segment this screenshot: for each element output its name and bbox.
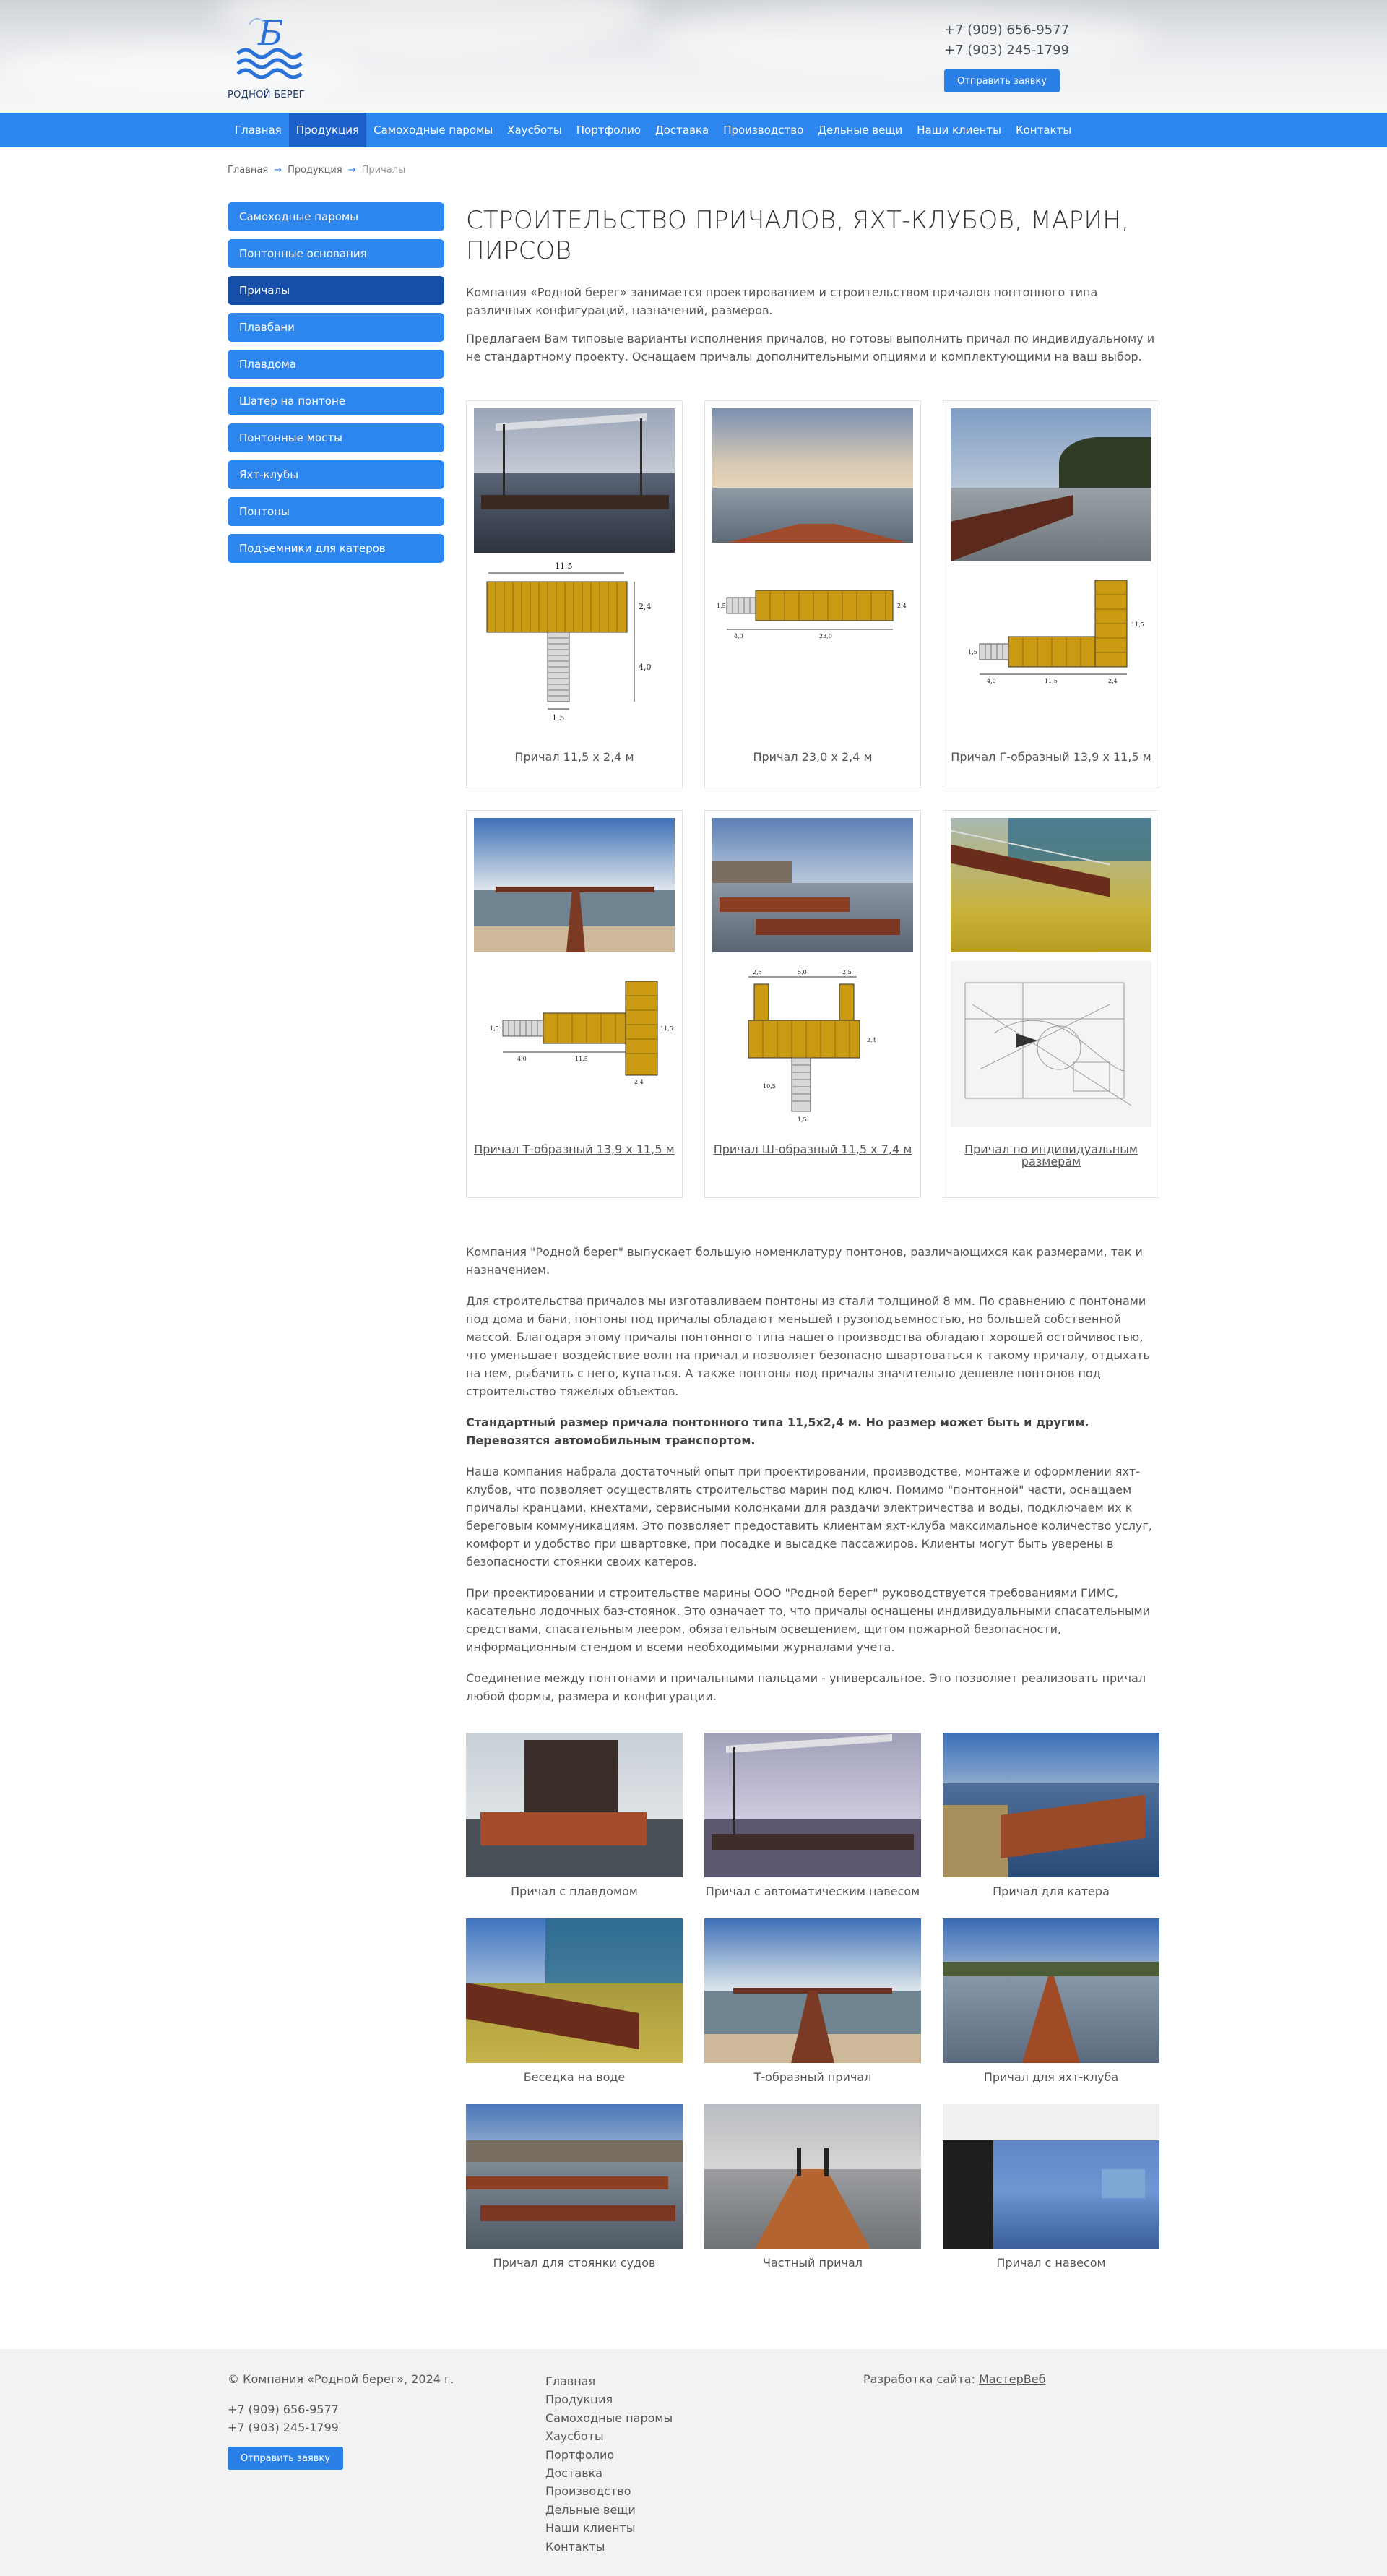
product-caption-link[interactable]: Причал 23,0 х 2,4 м — [753, 750, 873, 764]
product-card[interactable] — [704, 400, 921, 788]
sidebar-item[interactable]: Яхт-клубы — [228, 460, 444, 489]
dim-label: 4,0 — [734, 633, 743, 639]
product-scheme — [474, 967, 675, 1140]
product-caption-link[interactable]: Причал Т-образный 13,9 х 11,5 м — [474, 1142, 675, 1156]
footer-menu-item[interactable]: Продукция — [545, 2392, 613, 2407]
site-logo[interactable] — [228, 10, 314, 104]
breadcrumb-separator: → — [274, 165, 282, 176]
dim-label: 2,5 — [753, 969, 762, 975]
footer-menu-item[interactable]: Контакты — [545, 2539, 605, 2554]
gallery-item[interactable] — [704, 1733, 921, 1918]
dim-label: 4,0 — [639, 663, 652, 672]
nav-item[interactable]: Контакты — [1015, 124, 1072, 137]
gallery-caption: Причал с плавдомом — [511, 1884, 638, 1898]
article-paragraph: Для строительства причалов мы изготавливаем понтоны из стали толщиной 8 мм. По сравнению с понтонами под дома и бани, понтоны под причалы обладают меньшей грузоподъемностью, но большей собственной массой. Благодаря этому причалы понтонного типа нашего производства обладают хорошей остойчивостью, что уменьшает воздействие волн на причал и позволяет безопасно швартоваться к такому причалу, отдыхать на нем, рыбачить с него, купаться. А также понтоны под причалы значительно дешевле понтонов под строительство тяжелых объектов. — [466, 1294, 1150, 1398]
dock-scheme-diagram — [712, 967, 913, 1140]
footer-dev-link[interactable]: МастерВеб — [979, 2372, 1046, 2386]
header-phones — [944, 20, 1069, 61]
footer-menu-item[interactable]: Главная — [545, 2374, 596, 2388]
footer-menu-item[interactable]: Самоходные паромы — [545, 2411, 673, 2425]
footer-phone-2[interactable]: +7 (903) 245-1799 — [228, 2421, 339, 2434]
dim-label: 11,5 — [1131, 621, 1144, 628]
gallery-caption: Причал для яхт-клуба — [983, 2070, 1119, 2084]
blueprint-drawing — [951, 961, 1151, 1127]
intro-paragraph: Компания «Родной берег» занимается проектированием и строительством причалов понтонного типа различных конфигураций, назначений, размеров. — [466, 285, 1098, 317]
article-paragraph: При проектировании и строительстве марины ООО "Родной берег" руководствуется требованиями ГИМС, касательно лодочных баз-стоянок. Это означает то, что причалы оснащены индивидуальными спасательными средствами, спасательным леером, обязательным освещением, щитом пожарной безопасности, информационным стендом и всеми необходимыми журналами учета. — [466, 1586, 1151, 1654]
dim-label: 1,5 — [798, 1116, 807, 1123]
dim-label: 10,5 — [763, 1083, 776, 1090]
nav-item[interactable]: Производство — [723, 124, 804, 137]
nav-item[interactable]: Доставка — [655, 124, 709, 137]
product-photo[interactable] — [474, 408, 675, 553]
site-header — [0, 0, 1387, 113]
footer-menu-item[interactable]: Наши клиенты — [545, 2521, 636, 2536]
gallery-photo[interactable] — [704, 1733, 921, 1877]
gallery-item[interactable] — [466, 1918, 683, 2104]
gallery-photo[interactable] — [943, 2104, 1159, 2249]
main-nav — [0, 113, 1387, 147]
breadcrumb-section[interactable]: Продукция — [288, 165, 342, 176]
product-card[interactable] — [943, 810, 1159, 1198]
product-photo[interactable] — [474, 818, 675, 952]
product-photo[interactable] — [951, 408, 1151, 561]
gallery-photo[interactable] — [943, 1733, 1159, 1877]
gallery-photo[interactable] — [466, 1733, 683, 1877]
product-card[interactable] — [466, 400, 683, 788]
product-card[interactable] — [943, 400, 1159, 788]
product-photo[interactable] — [712, 408, 913, 543]
sidebar-item[interactable]: Понтонные основания — [228, 239, 444, 268]
svg-text:Б: Б — [258, 13, 284, 53]
product-scheme — [474, 557, 675, 731]
gallery-photo[interactable] — [704, 1918, 921, 2063]
nav-item[interactable]: Продукция — [289, 113, 366, 147]
dim-label: 2,4 — [634, 1079, 644, 1085]
dim-label: 2,4 — [1108, 678, 1118, 684]
dim-label: 23,0 — [819, 633, 832, 639]
gallery-item[interactable] — [943, 1733, 1159, 1918]
breadcrumb-separator: → — [347, 165, 356, 176]
page-title: СТРОИТЕЛЬСТВО ПРИЧАЛОВ, ЯХТ-КЛУБОВ, МАРИН, ПИРСОВ — [466, 206, 1130, 265]
dock-scheme-diagram — [951, 566, 1151, 739]
logo-mark-icon — [233, 10, 306, 85]
article-paragraph: Компания "Родной берег" выпускает большую номенклатуру понтонов, различающихся как размерами, так и назначением. — [466, 1245, 1143, 1277]
product-scheme — [712, 967, 913, 1140]
breadcrumb-current: Причалы — [361, 165, 406, 176]
gallery-caption: Причал с навесом — [996, 2256, 1106, 2270]
gallery-photo[interactable] — [704, 2104, 921, 2249]
gallery-caption: Причал для стоянки судов — [493, 2256, 656, 2270]
header-phone-1[interactable]: +7 (909) 656-9577 — [944, 22, 1070, 38]
product-scheme — [712, 557, 913, 731]
footer-menu — [545, 2372, 673, 2556]
footer-phone-1[interactable]: +7 (909) 656-9577 — [228, 2403, 339, 2416]
footer-menu-item[interactable]: Дельные вещи — [545, 2502, 636, 2517]
footer-request-button[interactable]: Отправить заявку — [228, 2447, 343, 2470]
product-photo[interactable] — [951, 818, 1151, 952]
dim-label: 2,5 — [842, 969, 852, 975]
product-card[interactable] — [466, 810, 683, 1198]
dim-label: 1,5 — [490, 1025, 499, 1032]
dim-label: 11,5 — [575, 1056, 588, 1062]
product-caption-link[interactable]: Причал Ш-образный 11,5 х 7,4 м — [713, 1142, 912, 1156]
dim-label: 1,5 — [552, 713, 565, 723]
gallery-caption: Причал для катера — [993, 1884, 1110, 1898]
dim-label: 11,5 — [660, 1025, 673, 1032]
article-paragraph: Наша компания набрала достаточный опыт при проектировании, производстве, монтаже и оформлении яхт-клубов, что позволяет осуществлять строительство марин под ключ. Помимо "понтонной" части, оснащаем причалы кранцами, кнехтами, сервисными колонками для раздачи электричества и воды, подключаем их к береговым коммуникациям. Это позволяет предоставить клиентам яхт-клуба максимальное количество услуг, комфорт и удобство при швартовке, при посадке и высадке пассажиров. Клиенты могут быть уверены в безопасности стоянки своих катеров. — [466, 1465, 1152, 1569]
gallery-item[interactable] — [466, 1733, 683, 1918]
sidebar-item[interactable]: Плавдома — [228, 350, 444, 379]
breadcrumb-home[interactable]: Главная — [228, 165, 269, 176]
sidebar-item[interactable]: Причалы — [228, 276, 444, 305]
dock-scheme-diagram — [474, 557, 675, 731]
article-paragraph: Соединение между понтонами и причальными пальцами - универсальное. Это позволяет реализовать причал любой формы, размера и конфигурации. — [466, 1671, 1146, 1703]
gallery-caption: Беседка на воде — [523, 2070, 626, 2084]
footer-menu-item[interactable]: Доставка — [545, 2466, 603, 2481]
product-grid — [466, 400, 1159, 1198]
gallery-item[interactable] — [466, 2104, 683, 2290]
dim-label: 11,5 — [555, 561, 573, 571]
sidebar-item[interactable]: Понтонные мосты — [228, 423, 444, 452]
article-text — [466, 1243, 1159, 1705]
dim-label: 2,4 — [897, 603, 907, 609]
photo-gallery — [466, 1733, 1159, 2290]
header-request-button[interactable]: Отправить заявку — [944, 69, 1060, 92]
article-bold-paragraph: Стандартный размер причала понтонного типа 11,5х2,4 м. Но размер может быть и другим. Перевозятся автомобильным транспортом. — [466, 1416, 1089, 1447]
sidebar-item[interactable]: Плавбани — [228, 313, 444, 342]
nav-item[interactable]: Дельные вещи — [818, 124, 903, 137]
footer-menu-item[interactable]: Хаусботы — [545, 2429, 604, 2444]
footer-contacts — [228, 2372, 454, 2470]
dock-scheme-diagram — [474, 967, 675, 1140]
gallery-item[interactable] — [943, 1918, 1159, 2104]
dim-label: 2,4 — [867, 1037, 876, 1043]
breadcrumb — [228, 147, 1159, 202]
main-content — [466, 202, 1159, 2290]
gallery-photo[interactable] — [466, 2104, 683, 2249]
intro-paragraph: Предлагаем Вам типовые варианты исполнения причалов, но готовы выполнить причал по индивидуальному и не стандартному проекту. Оснащаем причалы дополнительными опциями и комплектующими на ваш выбор. — [466, 332, 1155, 363]
nav-item[interactable]: Хаусботы — [507, 124, 562, 137]
gallery-caption: Частный причал — [763, 2256, 863, 2270]
footer-developer — [863, 2372, 1045, 2386]
site-footer — [0, 2349, 1387, 2576]
dim-label: 1,5 — [968, 649, 977, 655]
dim-label: 1,5 — [717, 603, 726, 609]
product-scheme — [951, 566, 1151, 739]
sidebar-menu — [228, 202, 444, 2290]
nav-item[interactable]: Портфолио — [576, 124, 641, 137]
product-scheme — [951, 961, 1151, 1127]
sidebar-item[interactable]: Самоходные паромы — [228, 202, 444, 231]
content-container — [228, 147, 1159, 2290]
nav-item[interactable]: Самоходные паромы — [373, 124, 493, 137]
product-card[interactable] — [704, 810, 921, 1198]
dim-label: 4,0 — [517, 1056, 527, 1062]
product-caption-link[interactable]: Причал Г-образный 13,9 х 11,5 м — [951, 750, 1151, 764]
gallery-caption: Т-образный причал — [753, 2070, 872, 2084]
gallery-photo[interactable] — [466, 1918, 683, 2063]
gallery-item[interactable] — [943, 2104, 1159, 2290]
gallery-photo[interactable] — [943, 1918, 1159, 2063]
gallery-item[interactable] — [704, 2104, 921, 2290]
sidebar-item[interactable]: Понтоны — [228, 497, 444, 526]
dim-label: 5,0 — [798, 969, 807, 975]
logo-text: РОДНОЙ БЕРЕГ — [228, 90, 305, 100]
intro-text — [466, 283, 1159, 366]
nav-item[interactable]: Главная — [235, 124, 282, 137]
nav-item[interactable]: Наши клиенты — [917, 124, 1001, 137]
dock-scheme-diagram — [712, 557, 913, 731]
footer-menu-item[interactable]: Портфолио — [545, 2447, 615, 2462]
product-caption-link[interactable]: Причал по индивидуальным размерам — [964, 1142, 1138, 1168]
header-phone-2[interactable]: +7 (903) 245-1799 — [944, 43, 1070, 58]
sidebar-item[interactable]: Подъемники для катеров — [228, 534, 444, 563]
footer-menu-item[interactable]: Производство — [545, 2484, 631, 2499]
gallery-item[interactable] — [704, 1918, 921, 2104]
gallery-caption: Причал с автоматическим навесом — [705, 1884, 920, 1898]
dim-label: 4,0 — [987, 678, 996, 684]
product-caption-link[interactable]: Причал 11,5 х 2,4 м — [514, 750, 634, 764]
footer-copyright: © Компания «Родной берег», 2024 г. — [228, 2372, 454, 2386]
dim-label: 2,4 — [639, 602, 652, 611]
footer-dev-label: Разработка сайта: — [863, 2372, 975, 2386]
dim-label: 11,5 — [1045, 678, 1058, 684]
product-photo[interactable] — [712, 818, 913, 952]
sidebar-item[interactable]: Шатер на понтоне — [228, 387, 444, 415]
